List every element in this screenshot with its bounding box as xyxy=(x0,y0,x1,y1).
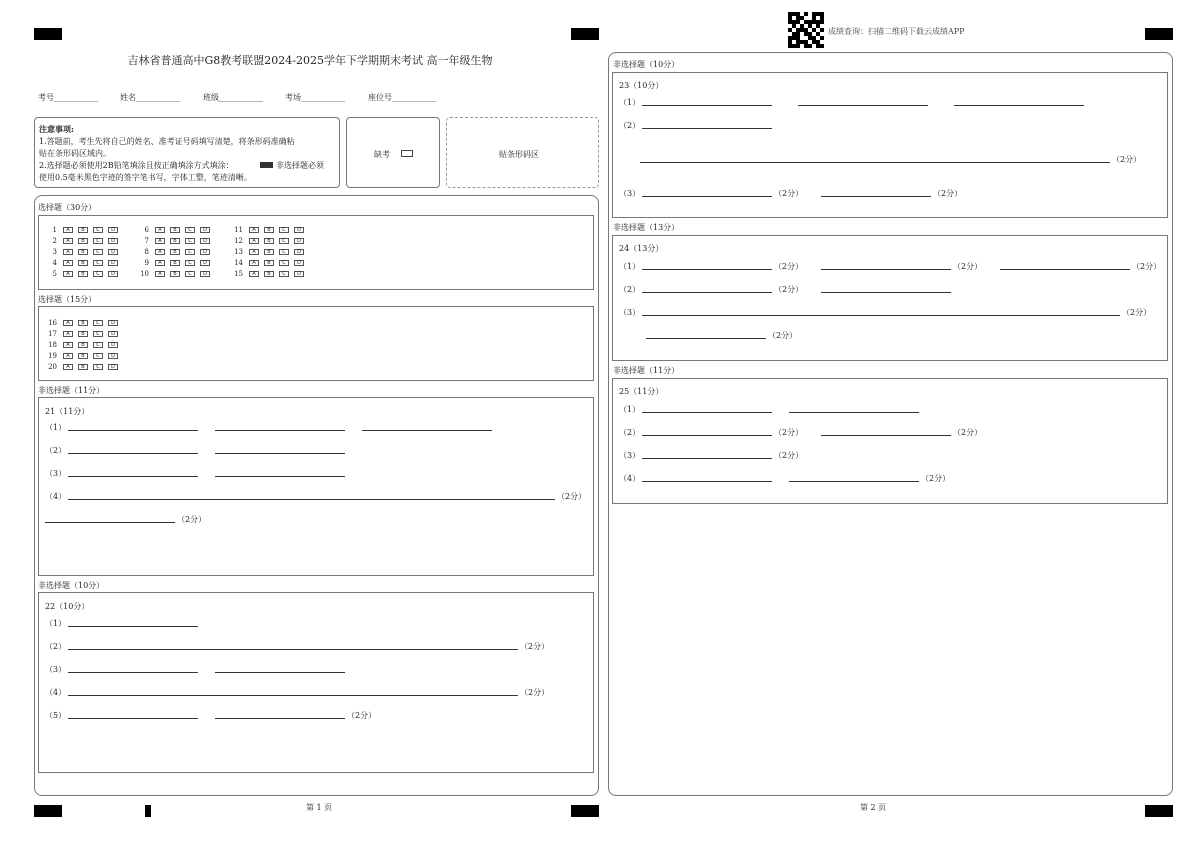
notice-box xyxy=(34,117,340,188)
score-label: （2分） xyxy=(921,474,951,483)
question-number: 1 xyxy=(52,225,57,234)
answer-line[interactable] xyxy=(821,435,951,436)
option-bubble[interactable]: B xyxy=(170,260,180,266)
question-number: 5 xyxy=(52,269,57,278)
sub-label: （5） xyxy=(45,711,67,720)
answer-line[interactable] xyxy=(642,435,772,436)
q24-title: 24（13分） xyxy=(619,244,664,253)
answer-line[interactable] xyxy=(215,453,345,454)
option-bubble[interactable]: A xyxy=(63,271,73,277)
answer-line[interactable] xyxy=(215,672,345,673)
option-bubble[interactable]: C xyxy=(279,249,289,255)
option-bubble[interactable]: B xyxy=(78,227,88,233)
option-bubble[interactable]: C xyxy=(185,260,195,266)
barcode-label: 贴条形码区 xyxy=(499,150,539,159)
q22-box xyxy=(38,592,594,773)
answer-line[interactable] xyxy=(642,458,772,459)
section-nonchoice-q25: 非选择题（11分） xyxy=(613,366,680,375)
sub-label: （3） xyxy=(45,469,67,478)
answer-line[interactable] xyxy=(640,162,1110,163)
option-bubble[interactable]: D xyxy=(108,331,118,337)
option-bubble[interactable]: A xyxy=(63,353,73,359)
question-number: 3 xyxy=(52,247,57,256)
field-name: 姓名___________ xyxy=(120,93,180,102)
section-choice-15: 选择题（15分） xyxy=(38,295,97,304)
option-bubble[interactable]: A xyxy=(63,260,73,266)
option-bubble[interactable]: C xyxy=(93,331,103,337)
option-bubble[interactable]: C xyxy=(93,249,103,255)
notice-line: 1.答题前，考生先将自己的姓名、准考证号码填写清楚，将条形码准确粘 xyxy=(39,137,295,146)
timing-mark xyxy=(571,28,599,40)
answer-line[interactable] xyxy=(642,269,772,270)
sub-label: （1） xyxy=(619,98,641,107)
answer-line[interactable] xyxy=(642,481,772,482)
option-bubble[interactable]: A xyxy=(155,249,165,255)
question-number: 11 xyxy=(234,225,243,234)
sub-label: （4） xyxy=(45,688,67,697)
timing-mark xyxy=(1145,28,1173,40)
answer-line[interactable] xyxy=(821,292,951,293)
field-seat: 座位号___________ xyxy=(368,93,436,102)
answer-line[interactable] xyxy=(642,196,772,197)
question-number: 19 xyxy=(48,351,57,360)
section-choice-30: 选择题（30分） xyxy=(38,203,97,212)
option-bubble[interactable]: B xyxy=(264,238,274,244)
qr-caption: 成绩查询：扫描二维码下载云成绩APP xyxy=(828,27,965,36)
option-bubble[interactable]: A xyxy=(249,249,259,255)
answer-line[interactable] xyxy=(646,338,766,339)
score-label: （2分） xyxy=(933,189,963,198)
answer-line[interactable] xyxy=(68,430,198,431)
sub-label: （2） xyxy=(619,121,641,130)
option-bubble[interactable]: A xyxy=(249,271,259,277)
option-bubble[interactable]: A xyxy=(155,271,165,277)
timing-mark xyxy=(1145,805,1173,817)
page1-footer: 第 1 页 xyxy=(306,803,333,812)
option-bubble[interactable]: C xyxy=(279,260,289,266)
sub-label: （3） xyxy=(45,665,67,674)
option-bubble[interactable]: D xyxy=(294,227,304,233)
option-bubble[interactable]: D xyxy=(108,342,118,348)
option-bubble[interactable]: A xyxy=(63,227,73,233)
option-bubble[interactable]: D xyxy=(200,249,210,255)
q23-title: 23（10分） xyxy=(619,81,664,90)
q21-box xyxy=(38,397,594,576)
score-label: （2分） xyxy=(774,451,804,460)
option-bubble[interactable]: D xyxy=(200,238,210,244)
question-number: 17 xyxy=(48,329,57,338)
choice-column xyxy=(43,224,133,279)
option-bubble[interactable]: C xyxy=(279,227,289,233)
option-bubble[interactable]: A xyxy=(63,331,73,337)
option-bubble[interactable]: A xyxy=(249,238,259,244)
q24-box xyxy=(612,235,1168,361)
question-number: 4 xyxy=(52,258,57,267)
score-label: （2分） xyxy=(177,515,207,524)
sub-label: （3） xyxy=(619,308,641,317)
choice-column xyxy=(43,317,133,372)
section-nonchoice-11: 非选择题（11分） xyxy=(38,386,105,395)
answer-line[interactable] xyxy=(68,695,518,696)
option-bubble[interactable]: D xyxy=(294,249,304,255)
q25-title: 25（11分） xyxy=(619,387,664,396)
answer-line[interactable] xyxy=(642,128,772,129)
answer-line[interactable] xyxy=(642,315,1120,316)
option-bubble[interactable]: B xyxy=(78,249,88,255)
answer-line[interactable] xyxy=(821,196,931,197)
option-bubble[interactable]: C xyxy=(93,238,103,244)
option-bubble[interactable]: B xyxy=(78,353,88,359)
score-label: （2分） xyxy=(953,428,983,437)
option-bubble[interactable]: C xyxy=(93,260,103,266)
option-bubble[interactable]: A xyxy=(155,238,165,244)
sub-label: （1） xyxy=(619,262,641,271)
sub-label: （2） xyxy=(45,642,67,651)
exam-title: 吉林省普通高中G8教考联盟2024-2025学年下学期期末考试 高一年级生物 xyxy=(127,54,493,67)
score-label: （2分） xyxy=(768,331,798,340)
option-bubble[interactable]: D xyxy=(294,238,304,244)
notice-line: 使用0.5毫米黑色字迹的签字笔书写，字体工整，笔迹清晰。 xyxy=(39,173,252,182)
option-bubble[interactable]: D xyxy=(108,353,118,359)
sub-label: （2） xyxy=(619,428,641,437)
option-bubble[interactable]: D xyxy=(108,249,118,255)
option-bubble[interactable]: C xyxy=(93,364,103,370)
answer-line[interactable] xyxy=(789,481,919,482)
notice-line: 非选择题必须 xyxy=(276,161,324,170)
question-number: 12 xyxy=(234,236,243,245)
score-label: （2分） xyxy=(1112,155,1142,164)
option-bubble[interactable]: C xyxy=(185,271,195,277)
choice-box-2 xyxy=(38,306,594,381)
choice-column xyxy=(229,224,319,279)
field-exam-number: 考号___________ xyxy=(38,93,98,102)
option-bubble[interactable]: D xyxy=(294,271,304,277)
sub-label: （4） xyxy=(619,474,641,483)
option-bubble[interactable]: A xyxy=(155,260,165,266)
question-number: 10 xyxy=(140,269,149,278)
option-bubble[interactable]: B xyxy=(78,364,88,370)
sub-label: （2） xyxy=(619,285,641,294)
option-bubble[interactable]: D xyxy=(108,271,118,277)
barcode-area xyxy=(446,117,599,188)
option-bubble[interactable]: C xyxy=(279,238,289,244)
answer-line[interactable] xyxy=(215,476,345,477)
sub-label: （3） xyxy=(619,451,641,460)
score-label: （2分） xyxy=(1132,262,1162,271)
section-nonchoice-q23: 非选择题（10分） xyxy=(613,60,680,69)
score-label: （2分） xyxy=(774,428,804,437)
q21-title: 21（11分） xyxy=(45,407,90,416)
answer-line[interactable] xyxy=(821,269,951,270)
question-number: 16 xyxy=(48,318,57,327)
option-bubble[interactable]: B xyxy=(78,331,88,337)
option-bubble[interactable]: C xyxy=(93,342,103,348)
option-bubble[interactable]: D xyxy=(108,364,118,370)
option-bubble[interactable]: B xyxy=(170,227,180,233)
option-bubble[interactable]: C xyxy=(93,271,103,277)
score-label: （2分） xyxy=(347,711,377,720)
option-bubble[interactable]: B xyxy=(78,260,88,266)
option-bubble[interactable]: C xyxy=(93,353,103,359)
sub-label: （1） xyxy=(619,405,641,414)
score-label: （2分） xyxy=(557,492,587,501)
option-bubble[interactable]: D xyxy=(294,260,304,266)
absent-checkbox[interactable] xyxy=(401,150,413,157)
option-bubble[interactable]: D xyxy=(108,320,118,326)
choice-box-1 xyxy=(38,215,594,290)
q23-box xyxy=(612,72,1168,218)
option-bubble[interactable]: C xyxy=(185,249,195,255)
answer-line[interactable] xyxy=(1000,269,1130,270)
answer-line[interactable] xyxy=(642,412,772,413)
option-bubble[interactable]: A xyxy=(249,227,259,233)
option-bubble[interactable]: C xyxy=(93,227,103,233)
sub-label: （4） xyxy=(45,492,67,501)
option-bubble[interactable]: A xyxy=(63,249,73,255)
score-label: （2分） xyxy=(774,189,804,198)
option-bubble[interactable]: B xyxy=(170,271,180,277)
sub-label: （1） xyxy=(45,619,67,628)
question-number: 9 xyxy=(144,258,149,267)
option-bubble[interactable]: B xyxy=(78,238,88,244)
field-room: 考场___________ xyxy=(285,93,345,102)
sub-label: （3） xyxy=(619,189,641,198)
option-bubble[interactable]: B xyxy=(170,249,180,255)
answer-line[interactable] xyxy=(68,672,198,673)
option-bubble[interactable]: B xyxy=(264,271,274,277)
score-label: （2分） xyxy=(774,262,804,271)
timing-mark xyxy=(145,805,151,817)
question-number: 14 xyxy=(234,258,243,267)
option-bubble[interactable]: B xyxy=(78,271,88,277)
qr-code xyxy=(788,12,824,48)
option-bubble[interactable]: C xyxy=(185,227,195,233)
choice-column xyxy=(135,224,225,279)
option-bubble[interactable]: A xyxy=(155,227,165,233)
question-number: 13 xyxy=(234,247,243,256)
option-bubble[interactable]: C xyxy=(93,320,103,326)
sub-label: （1） xyxy=(45,423,67,432)
page2-footer: 第 2 页 xyxy=(860,803,887,812)
answer-line[interactable] xyxy=(789,412,919,413)
option-bubble[interactable]: D xyxy=(200,260,210,266)
option-bubble[interactable]: D xyxy=(200,271,210,277)
q25-box xyxy=(612,378,1168,504)
answer-line[interactable] xyxy=(362,430,492,431)
answer-line[interactable] xyxy=(68,453,198,454)
q22-title: 22（10分） xyxy=(45,602,90,611)
question-number: 7 xyxy=(144,236,149,245)
answer-line[interactable] xyxy=(642,105,772,106)
option-bubble[interactable]: B xyxy=(78,320,88,326)
score-label: （2分） xyxy=(520,688,550,697)
answer-line[interactable] xyxy=(68,718,198,719)
option-bubble[interactable]: C xyxy=(185,238,195,244)
absent-label: 缺考 xyxy=(374,150,390,159)
notice-title: 注意事项: xyxy=(39,124,74,134)
timing-mark xyxy=(571,805,599,817)
option-bubble[interactable]: A xyxy=(249,260,259,266)
absent-box xyxy=(346,117,440,188)
answer-line[interactable] xyxy=(642,292,772,293)
answer-line[interactable] xyxy=(798,105,928,106)
score-label: （2分） xyxy=(1122,308,1152,317)
answer-line[interactable] xyxy=(68,649,518,650)
answer-line[interactable] xyxy=(68,499,555,500)
option-bubble[interactable]: B xyxy=(264,249,274,255)
answer-line[interactable] xyxy=(45,522,175,523)
section-nonchoice-10: 非选择题（10分） xyxy=(38,581,105,590)
score-label: （2分） xyxy=(774,285,804,294)
question-number: 20 xyxy=(48,362,57,371)
timing-mark xyxy=(34,28,62,40)
option-bubble[interactable]: B xyxy=(264,260,274,266)
option-bubble[interactable]: B xyxy=(170,238,180,244)
question-number: 2 xyxy=(52,236,57,245)
question-number: 15 xyxy=(234,269,243,278)
section-nonchoice-q24: 非选择题（13分） xyxy=(613,223,680,232)
notice-line: 贴在条形码区域内。 xyxy=(39,149,111,158)
answer-line[interactable] xyxy=(215,718,345,719)
answer-line[interactable] xyxy=(954,105,1084,106)
option-bubble[interactable]: A xyxy=(63,342,73,348)
sub-label: （2） xyxy=(45,446,67,455)
option-bubble[interactable]: A xyxy=(63,364,73,370)
score-label: （2分） xyxy=(520,642,550,651)
filled-mark-example xyxy=(260,162,273,168)
timing-mark xyxy=(34,805,62,817)
question-number: 6 xyxy=(144,225,149,234)
option-bubble[interactable]: B xyxy=(78,342,88,348)
question-number: 18 xyxy=(48,340,57,349)
answer-line[interactable] xyxy=(68,626,198,627)
option-bubble[interactable]: D xyxy=(108,227,118,233)
option-bubble[interactable]: A xyxy=(63,238,73,244)
answer-line[interactable] xyxy=(68,476,198,477)
option-bubble[interactable]: D xyxy=(108,238,118,244)
option-bubble[interactable]: A xyxy=(63,320,73,326)
option-bubble[interactable]: C xyxy=(279,271,289,277)
notice-line: 2.选择题必须使用2B铅笔填涂且按正确填涂方式填涂： xyxy=(39,161,234,170)
option-bubble[interactable]: D xyxy=(200,227,210,233)
option-bubble[interactable]: D xyxy=(108,260,118,266)
answer-line[interactable] xyxy=(215,430,345,431)
score-label: （2分） xyxy=(953,262,983,271)
field-class: 班级___________ xyxy=(203,93,263,102)
option-bubble[interactable]: B xyxy=(264,227,274,233)
question-number: 8 xyxy=(144,247,149,256)
